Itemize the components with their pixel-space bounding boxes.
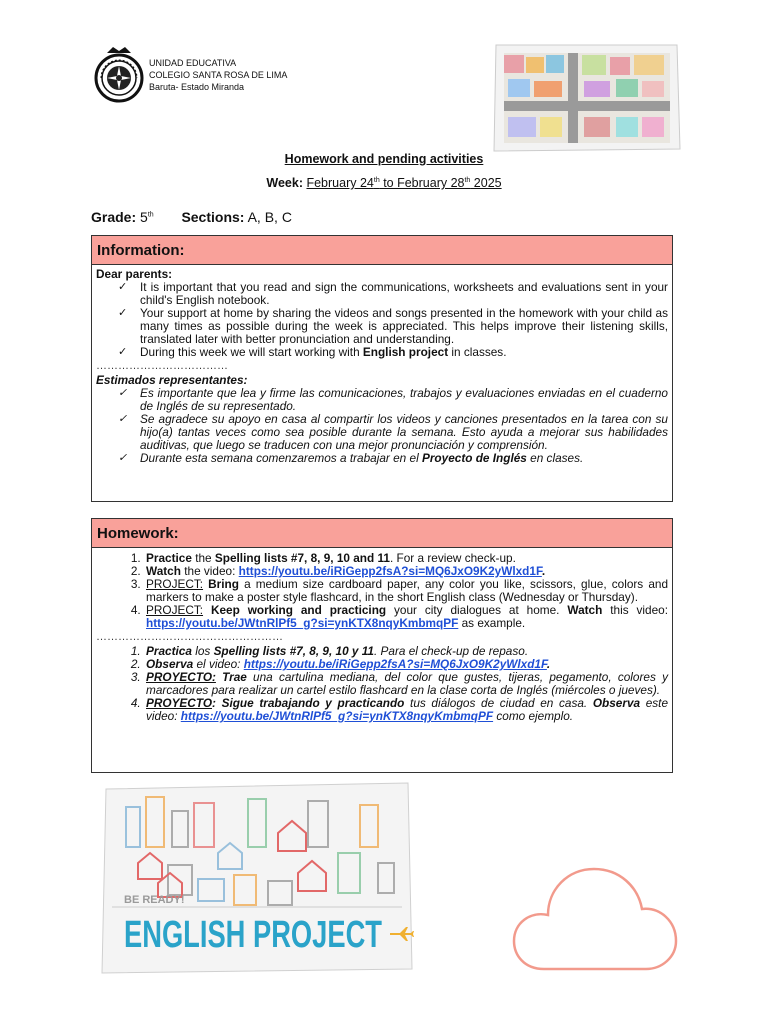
hw-text: . xyxy=(546,657,551,671)
homework-item xyxy=(144,697,668,723)
hw-text: . For a review check-up. xyxy=(389,551,516,565)
hw-project-label: PROJECT: xyxy=(146,577,204,591)
info-item: ✓ Es importante que lea y firme las comunicaciones, trabajos y evaluaciones enviadas en el cuaderno de Inglés de su representado. xyxy=(118,387,668,413)
english-info-list xyxy=(96,281,668,359)
school-line-3: Baruta- Estado Miranda xyxy=(149,82,245,92)
info-item-text: Durante esta semana comenzaremos a trabajar en el xyxy=(140,451,422,465)
hw-text: los xyxy=(191,644,214,658)
homework-heading: Homework: xyxy=(92,519,672,548)
hw-bold: Spelling lists #7, 8, 9, 10 and 11 xyxy=(214,551,390,565)
school-line-1: UNIDAD EDUCATIVA xyxy=(149,58,237,68)
hw-text: tus diálogos de ciudad en casa. xyxy=(404,696,593,710)
week-year: 2025 xyxy=(470,176,502,190)
info-item-text: During this week we will start working with xyxy=(140,345,363,359)
info-item-text: en clases. xyxy=(526,451,584,465)
hw-verb: Observa xyxy=(146,657,194,671)
hw-text: as example. xyxy=(458,616,526,630)
week-range xyxy=(306,176,501,190)
hw-verb: Observa xyxy=(592,696,641,710)
grade-label: Grade: xyxy=(91,209,137,225)
info-item: ✓ It is important that you read and sign the communications, worksheets and evaluations sent in your child's English notebook. xyxy=(118,281,668,307)
homework-item xyxy=(144,604,668,630)
grade-value xyxy=(140,209,154,225)
hw-project-label: PROYECTO xyxy=(146,696,212,710)
homework-list-spanish xyxy=(96,645,668,723)
info-item: ✓ Se agradece su apoyo en casa al compartir los videos y canciones presentados en la tarea con su hijo(a) tantas veces como sea posible durante la semana. Esto ayuda a mejorar sus habilidades auditivas, que luego se traducen con una mejor pronunciación y comprensión. xyxy=(118,413,668,452)
grade-number: 5 xyxy=(140,209,148,225)
hw-text: como ejemplo. xyxy=(493,709,574,723)
hw-text: . xyxy=(541,564,546,578)
info-item-text: in classes. xyxy=(448,345,507,359)
information-box xyxy=(91,235,673,502)
week-from-sup: th xyxy=(373,176,380,184)
hw-verb: Bring xyxy=(203,577,239,591)
info-item xyxy=(118,452,668,465)
school-seal-logo xyxy=(93,45,145,103)
city-map-illustration xyxy=(490,43,683,153)
divider: ……………………………… xyxy=(96,360,228,372)
video-link[interactable]: https://youtu.be/JWtnRlPf5_g?si=ynKTX8nqyKmbmqPF xyxy=(180,709,494,723)
hw-text: el video: xyxy=(193,657,244,671)
hw-verb: Watch xyxy=(146,564,181,578)
hw-text: este video: xyxy=(146,696,669,723)
grade-line xyxy=(91,209,292,225)
english-project-banner xyxy=(98,783,416,975)
hw-verb: Practica xyxy=(146,644,192,658)
hw-verb: Trae xyxy=(215,670,247,684)
homework-item xyxy=(144,671,668,697)
hw-bold: Spelling lists #7, 8, 9, 10 y 11 xyxy=(213,644,374,658)
spanish-info-list xyxy=(96,387,668,465)
week-to: to February 28 xyxy=(379,176,465,190)
banner-tagline: BE READY! xyxy=(124,894,185,906)
document-title: Homework and pending activities xyxy=(284,152,484,166)
hw-project-label: PROYECTO: xyxy=(146,670,216,684)
homework-body xyxy=(92,548,672,723)
video-link[interactable]: https://youtu.be/iRiGepp2fsA?si=MQ6JxO9K2yWlxd1F xyxy=(238,564,542,578)
week-to-sup: th xyxy=(464,176,471,184)
grade-sup: th xyxy=(147,211,154,219)
info-item-bold: English project xyxy=(362,345,449,359)
hw-text: una cartulina mediana, del color que gustes, tijeras, pegamento, colores y marcadores para realizar un cartel estilo flashcard en la clase corta de Inglés (miércoles o jueves). xyxy=(146,670,668,697)
week-line xyxy=(0,176,768,190)
spanish-greeting: Estimados representantes: xyxy=(96,373,248,387)
video-link[interactable]: https://youtu.be/JWtnRlPf5_g?si=ynKTX8nqyKmbmqPF xyxy=(146,616,459,630)
hw-verb: Practice xyxy=(146,551,192,565)
hw-text: your city dialogues at home. xyxy=(386,603,568,617)
divider: …………………………………………… xyxy=(96,631,283,643)
hw-verb: Watch xyxy=(567,603,603,617)
hw-verb: Keep working and practicing xyxy=(203,603,387,617)
homework-list-english xyxy=(96,552,668,630)
hw-text: . Para el check-up de repaso. xyxy=(374,644,529,658)
hw-text: this video: xyxy=(602,603,668,617)
information-heading: Information: xyxy=(92,236,672,265)
hw-text: the xyxy=(191,551,215,565)
school-line-2: COLEGIO SANTA ROSA DE LIMA xyxy=(149,70,288,80)
hw-text: the video: xyxy=(180,564,239,578)
sections-label: Sections: xyxy=(181,209,245,225)
hw-verb: : Sigue trabajando y practicando xyxy=(212,696,405,710)
hw-project-label: PROJECT: xyxy=(146,603,204,617)
video-link[interactable]: https://youtu.be/iRiGepp2fsA?si=MQ6JxO9K2yWlxd1F xyxy=(243,657,547,671)
info-item xyxy=(118,346,668,359)
info-item-bold: Proyecto de Inglés xyxy=(421,451,527,465)
week-from: February 24 xyxy=(306,176,374,190)
info-item: ✓ Your support at home by sharing the videos and songs presented in the homework with your child as many times as possible during the week is appreciated. This helps improve their listening skills, translated later with better pronunciation and understanding. xyxy=(118,307,668,346)
hw-text: a medium size cardboard paper, any color you like, scissors, glue, colors and markers to make a poster style flashcard, in the short English class (Wednesday or Thursday). xyxy=(146,577,669,604)
school-name-block xyxy=(149,57,287,93)
english-greeting: Dear parents: xyxy=(96,267,173,281)
homework-item xyxy=(144,578,668,604)
week-label: Week: xyxy=(266,176,303,190)
homework-box xyxy=(91,518,673,773)
sections-value: A, B, C xyxy=(247,209,292,225)
cloud-outline xyxy=(510,855,680,975)
banner-title: ENGLISH PROJECT xyxy=(124,914,382,956)
information-body xyxy=(92,265,672,465)
